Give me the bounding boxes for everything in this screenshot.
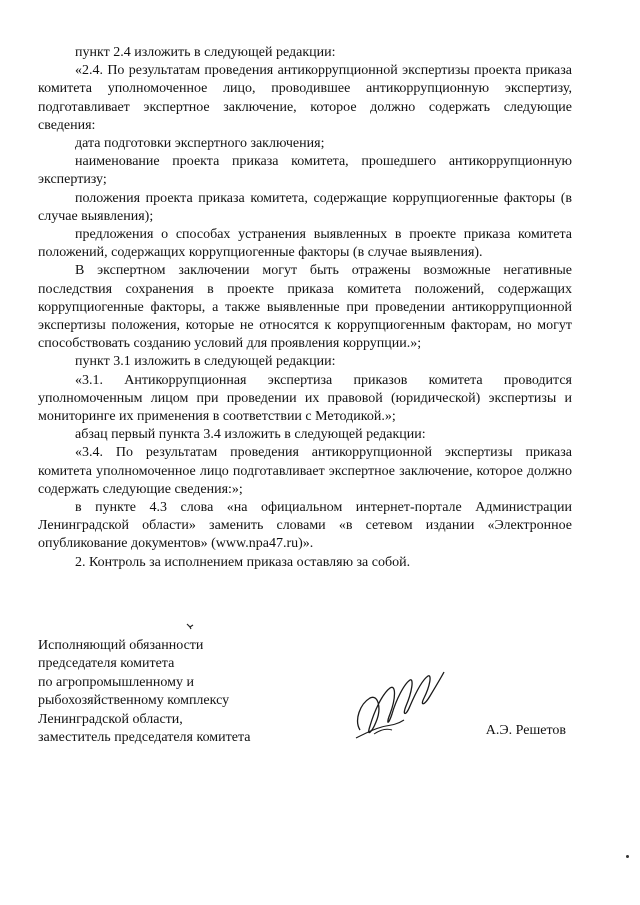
paragraph: «3.4. По результатам проведения антикоррупционной экспертизы приказа комитета уполномоченное лицо подготавливает экспертное заключение, которое должно содержать следующие сведения:»; (38, 445, 572, 497)
paragraph: «2.4. По результатам проведения антикоррупционной экспертизы проекта приказа комитета уполномоченное лицо, проводившее антикоррупционную экспертизу, подготавливает экспертное заключение, которое должно содержать следующие сведения: (38, 63, 572, 133)
paragraph: 2. Контроль за исполнением приказа оставляю за собой. (75, 554, 411, 570)
signer-position (38, 637, 251, 747)
signer-line: Исполняющий обязанности (38, 638, 204, 653)
signer-line: заместитель председателя комитета (38, 730, 251, 746)
document-body (38, 44, 572, 572)
paragraph: наименование проекта приказа комитета, прошедшего антикоррупционную экспертизу; (38, 154, 572, 188)
paragraph: пункт 2.4 изложить в следующей редакции: (75, 45, 336, 60)
signer-line: председателя комитета (38, 656, 175, 672)
signer-name: А.Э. Решетов (485, 723, 566, 738)
ink-mark (186, 617, 194, 625)
signer-line: рыбохозяйственному комплексу (38, 693, 230, 709)
paragraph: пункт 3.1 изложить в следующей редакции: (75, 354, 336, 370)
handwritten-signature (352, 668, 448, 750)
scan-speck (626, 855, 629, 858)
paragraph: абзац первый пункта 3.4 изложить в следующей редакции: (75, 427, 426, 443)
paragraph: положения проекта приказа комитета, содержащие коррупциогенные факторы (в случае выявления); (38, 190, 572, 224)
paragraph: дата подготовки экспертного заключения; (75, 136, 325, 152)
signer-line: Ленинградской области, (38, 711, 183, 727)
paragraph: в пункте 4.3 слова «на официальном интернет-портале Администрации Ленинградской области» заменить словами «в сетевом издании «Электронное опубликование документов» (www.npa47.ru)». (38, 500, 572, 552)
paragraph: предложения о способах устранения выявленных в проекте приказа комитета положений, содержащих коррупциогенные факторы (в случае выявления). (38, 227, 572, 261)
signer-line: по агропромышленному и (38, 674, 194, 690)
paragraph: В экспертном заключении могут быть отражены возможные негативные последствия сохранения в проекте приказа комитета положений, содержащих коррупциогенные факторы, а также выявленные при проведении антикоррупционной экспертизы положения, которые не относятся к коррупциогенным факторам, но могут способствовать созданию условий для проявления коррупции.»; (38, 263, 572, 352)
paragraph: «3.1. Антикоррупционная экспертиза приказов комитета проводится уполномоченным лицом при проведении их правовой (юридической) экспертизы и мониторинге их применения в соответствии с Методикой.»; (38, 372, 572, 425)
